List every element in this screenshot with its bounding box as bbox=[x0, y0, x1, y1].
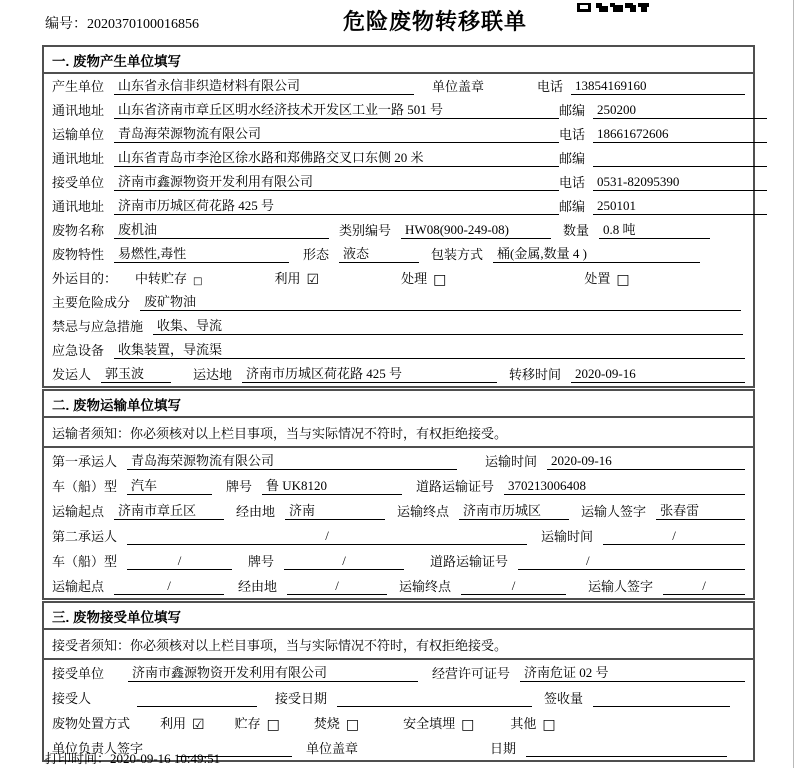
waste-name-value: 废机油 bbox=[114, 219, 329, 239]
plate1-value: 鲁 UK8120 bbox=[262, 475, 402, 495]
accept-unit-value: 济南市鑫源物资开发利用有限公司 bbox=[128, 662, 418, 682]
producer-address-value: 山东省济南市章丘区明水经济技术开发区工业一路 501 号 bbox=[114, 99, 559, 119]
page-right-edge bbox=[793, 0, 794, 768]
carrier-sign1-label: 运输人签字 bbox=[581, 504, 647, 519]
transport-unit-value: 青岛海荣源物流有限公司 bbox=[114, 123, 559, 143]
disposal-option-utilize bbox=[160, 713, 205, 732]
producer-zip-value: 250200 bbox=[593, 102, 767, 119]
purpose-option-treat bbox=[401, 268, 446, 287]
section-receiver bbox=[42, 601, 755, 762]
receiver-address-label: 通讯地址 bbox=[52, 199, 105, 214]
row-transport-address bbox=[44, 146, 753, 170]
carrier-sign1-value: 张春雷 bbox=[656, 500, 745, 520]
disposal-option-landfill bbox=[403, 713, 474, 732]
origin2-label: 运输起点 bbox=[52, 579, 105, 594]
received-amount-label: 签收量 bbox=[544, 691, 584, 706]
row-receiver-unit bbox=[44, 170, 753, 194]
row-route2 bbox=[44, 573, 753, 598]
row-transport-unit bbox=[44, 122, 753, 146]
waste-character-value: 易燃性,毒性 bbox=[114, 243, 289, 263]
origin1-label: 运输起点 bbox=[52, 504, 105, 519]
checkbox-disposal-store-icon: □ bbox=[266, 717, 280, 733]
permit-label: 经营许可证号 bbox=[432, 666, 511, 681]
transport-phone-label: 电话 bbox=[559, 127, 586, 142]
row-hazard-component bbox=[44, 290, 753, 314]
second-carrier-value: / bbox=[127, 528, 527, 545]
row-second-carrier bbox=[44, 523, 753, 548]
checkbox-disposal-other-icon: □ bbox=[542, 717, 556, 733]
vehicle-type1-label: 车（船）型 bbox=[52, 479, 118, 494]
plate2-label: 牌号 bbox=[248, 554, 275, 569]
section-transporter bbox=[42, 389, 755, 600]
destination-value: 济南市历城区荷花路 425 号 bbox=[242, 363, 497, 383]
transport-time1-label: 运输时间 bbox=[485, 454, 538, 469]
section-receiver-title: 三. 废物接受单位填写 bbox=[44, 603, 753, 630]
carrier-sign2-value: / bbox=[663, 578, 745, 595]
packing-value: 桶(金属,数量 4 ) bbox=[493, 243, 700, 263]
emergency-measures-value: 收集、导流 bbox=[153, 315, 743, 335]
emergency-equipment-label: 应急设备 bbox=[52, 343, 105, 358]
transport-time1-value: 2020-09-16 bbox=[547, 453, 745, 470]
carrier-sign2-label: 运输人签字 bbox=[588, 579, 654, 594]
shipper-label: 发运人 bbox=[52, 367, 92, 382]
purpose-option-dispose bbox=[584, 268, 629, 287]
producer-unit-label: 产生单位 bbox=[52, 79, 105, 94]
row-receiver-address bbox=[44, 194, 753, 218]
receiver-zip-label: 邮编 bbox=[559, 199, 586, 214]
receiver-phone-value: 0531-82095390 bbox=[593, 174, 767, 191]
first-carrier-value: 青岛海荣源物流有限公司 bbox=[127, 450, 457, 470]
serial-number-value: 2020370100016856 bbox=[87, 17, 199, 32]
document-header bbox=[0, 0, 796, 45]
accept-date-label: 接受日期 bbox=[275, 691, 328, 706]
origin2-value: / bbox=[114, 578, 224, 595]
manifest-form bbox=[42, 45, 755, 762]
packing-label: 包装方式 bbox=[431, 247, 484, 262]
transfer-time-value: 2020-09-16 bbox=[571, 366, 745, 383]
row-producer-address bbox=[44, 98, 753, 122]
receiver-notice-text: 接受者须知：你必须核对以上栏目事项，当与实际情况不符时，有权拒绝接受。 bbox=[52, 637, 508, 653]
transport-zip-label: 邮编 bbox=[559, 151, 586, 166]
row-accept-unit bbox=[44, 660, 753, 685]
transfer-purpose-label: 外运目的： bbox=[52, 271, 118, 286]
transport-time2-value: / bbox=[603, 528, 745, 545]
vehicle-type2-value: / bbox=[127, 553, 232, 570]
accept-unit-label: 接受单位 bbox=[52, 666, 105, 681]
producer-phone-value: 13854169160 bbox=[571, 78, 745, 95]
receiver-notice bbox=[44, 630, 753, 660]
permit-value: 济南危证 02 号 bbox=[520, 662, 745, 682]
print-time-value: 2020-09-16 10:49:51 bbox=[110, 751, 221, 766]
transport-time2-label: 运输时间 bbox=[541, 529, 594, 544]
row-route1 bbox=[44, 498, 753, 523]
via2-label: 经由地 bbox=[238, 579, 278, 594]
receiver-unit-value: 济南市鑫源物资开发利用有限公司 bbox=[114, 171, 559, 191]
vehicle-type2-label: 车（船）型 bbox=[52, 554, 118, 569]
plate1-label: 牌号 bbox=[226, 479, 253, 494]
transport-phone-value: 18661672606 bbox=[593, 126, 767, 143]
purpose-utilize-label: 利用 bbox=[274, 271, 301, 286]
form-label: 形态 bbox=[303, 247, 330, 262]
purpose-treat-label: 处理 bbox=[401, 271, 428, 286]
recipient-label: 接受人 bbox=[52, 691, 92, 706]
receiver-zip-value: 250101 bbox=[593, 198, 767, 215]
end2-label: 运输终点 bbox=[399, 579, 452, 594]
producer-unit-value: 山东省永信非织造材料有限公司 bbox=[114, 75, 414, 95]
purpose-transit-label: 中转贮存 bbox=[135, 271, 188, 286]
form-value: 液态 bbox=[339, 243, 419, 263]
row-vehicle2 bbox=[44, 548, 753, 573]
purpose-option-utilize bbox=[274, 268, 319, 287]
disposal-incinerate-label: 焚烧 bbox=[313, 716, 340, 731]
emergency-equipment-value: 收集装置，导流渠 bbox=[114, 339, 745, 359]
checkbox-dispose-icon: □ bbox=[616, 272, 630, 288]
end1-value: 济南市历城区 bbox=[459, 500, 569, 520]
waste-name-label: 废物名称 bbox=[52, 223, 105, 238]
row-waste-name bbox=[44, 218, 753, 242]
shipper-value: 郭玉波 bbox=[101, 363, 171, 383]
origin1-value: 济南市章丘区 bbox=[114, 500, 224, 520]
section-producer-title: 一. 废物产生单位填写 bbox=[44, 47, 753, 74]
plate2-value: / bbox=[284, 553, 404, 570]
disposal-landfill-label: 安全填埋 bbox=[403, 716, 456, 731]
checkbox-disposal-landfill-icon: □ bbox=[461, 717, 475, 733]
purpose-option-transit bbox=[135, 268, 202, 287]
checkbox-disposal-utilize-icon: ☑ bbox=[192, 717, 205, 733]
row-shipper bbox=[44, 362, 753, 386]
print-time-label: 打印时间： bbox=[45, 751, 111, 766]
checkbox-disposal-incinerate-icon: □ bbox=[345, 717, 360, 733]
transport-address-label: 通讯地址 bbox=[52, 151, 105, 166]
hazard-component-value: 废矿物油 bbox=[140, 291, 741, 311]
unit-seal-label: 单位盖章 bbox=[432, 79, 485, 94]
disposal-option-store bbox=[235, 713, 280, 732]
producer-phone-label: 电话 bbox=[537, 79, 564, 94]
row-emergency-equipment bbox=[44, 338, 753, 362]
end1-label: 运输终点 bbox=[397, 504, 450, 519]
sign-date-label: 日期 bbox=[490, 741, 517, 756]
sign-date-value bbox=[526, 741, 727, 757]
receiver-seal-label: 单位盖章 bbox=[306, 741, 359, 756]
row-disposal-method bbox=[44, 710, 753, 735]
category-code-value: HW08(900-249-08) bbox=[401, 222, 551, 239]
checkbox-treat-icon: □ bbox=[433, 272, 447, 288]
first-carrier-label: 第一承运人 bbox=[52, 454, 118, 469]
quantity-value: 0.8 吨 bbox=[599, 219, 710, 239]
second-carrier-label: 第二承运人 bbox=[52, 529, 118, 544]
section-producer bbox=[42, 45, 755, 388]
transporter-notice bbox=[44, 418, 753, 448]
producer-address-label: 通讯地址 bbox=[52, 103, 105, 118]
page-title: 危险废物转移联单 bbox=[342, 9, 527, 34]
disposal-utilize-label: 利用 bbox=[160, 716, 187, 731]
waste-character-label: 废物特性 bbox=[52, 247, 105, 262]
receiver-unit-label: 接受单位 bbox=[52, 175, 105, 190]
end2-value: / bbox=[461, 578, 566, 595]
disposal-method-label: 废物处置方式 bbox=[52, 716, 131, 731]
print-time bbox=[45, 748, 220, 767]
transport-address-value: 山东省青岛市李沧区徐水路和郑佛路交叉口东侧 20 米 bbox=[114, 147, 559, 167]
road-license1-value: 370213006408 bbox=[504, 478, 745, 495]
row-waste-character bbox=[44, 242, 753, 266]
receiver-address-value: 济南市历城区荷花路 425 号 bbox=[114, 195, 559, 215]
serial-number-label: 编号： bbox=[45, 17, 87, 32]
transfer-time-label: 转移时间 bbox=[509, 367, 562, 382]
emergency-measures-label: 禁忌与应急措施 bbox=[52, 319, 144, 334]
via1-label: 经由地 bbox=[236, 504, 276, 519]
row-vehicle1 bbox=[44, 473, 753, 498]
row-first-carrier bbox=[44, 448, 753, 473]
producer-zip-label: 邮编 bbox=[559, 103, 586, 118]
transport-zip-value bbox=[593, 151, 767, 167]
manager-sign-label: 单位负责人签字 bbox=[52, 741, 144, 756]
received-amount-value bbox=[593, 691, 730, 707]
road-license1-label: 道路运输证号 bbox=[416, 479, 495, 494]
disposal-option-other bbox=[510, 713, 555, 732]
disposal-other-label: 其他 bbox=[510, 716, 537, 731]
hazard-component-label: 主要危险成分 bbox=[52, 295, 131, 310]
purpose-dispose-label: 处置 bbox=[584, 271, 611, 286]
road-license2-label: 道路运输证号 bbox=[430, 554, 509, 569]
section-transporter-title: 二. 废物运输单位填写 bbox=[44, 391, 753, 418]
quantity-label: 数量 bbox=[563, 223, 590, 238]
road-license2-value: / bbox=[518, 553, 745, 570]
checkbox-transit-icon: □ bbox=[193, 276, 203, 287]
receiver-phone-label: 电话 bbox=[559, 175, 586, 190]
checkbox-utilize-icon: ☑ bbox=[306, 272, 320, 288]
row-producer-unit bbox=[44, 74, 753, 98]
destination-label: 运达地 bbox=[193, 367, 233, 382]
category-code-label: 类别编号 bbox=[339, 223, 392, 238]
accept-date-value bbox=[337, 691, 532, 707]
via2-value: / bbox=[287, 578, 387, 595]
row-emergency-measures bbox=[44, 314, 753, 338]
qr-code-fragment bbox=[577, 0, 649, 16]
recipient-value bbox=[137, 691, 257, 707]
transporter-notice-text: 运输者须知：你必须核对以上栏目事项，当与实际情况不符时，有权拒绝接受。 bbox=[52, 425, 508, 441]
transport-unit-label: 运输单位 bbox=[52, 127, 105, 142]
row-recipient bbox=[44, 685, 753, 710]
via1-value: 济南 bbox=[285, 500, 385, 520]
row-transfer-purpose bbox=[44, 266, 753, 290]
disposal-option-incinerate bbox=[314, 713, 359, 732]
vehicle-type1-value: 汽车 bbox=[127, 475, 212, 495]
disposal-store-label: 贮存 bbox=[234, 716, 261, 731]
